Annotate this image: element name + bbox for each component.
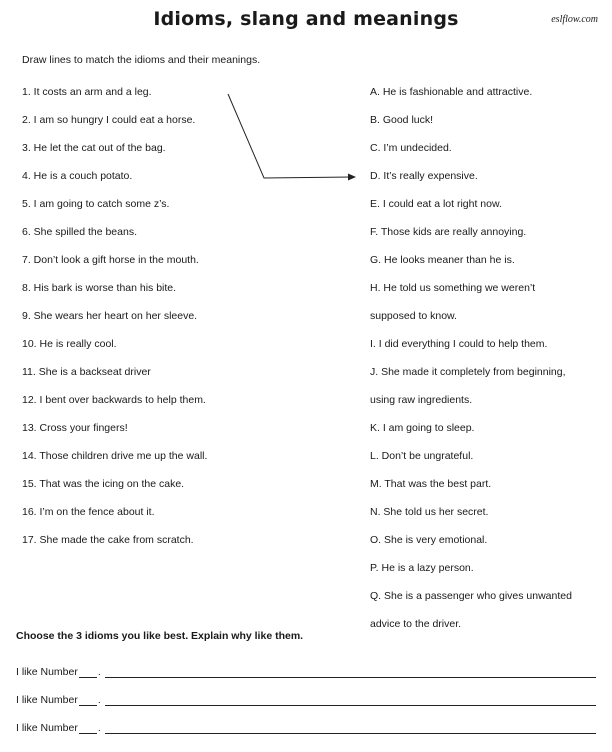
number-blank[interactable] <box>79 695 97 706</box>
like-label: I like Number <box>16 694 78 706</box>
idiom-item: 11. She is a backseat driver <box>22 366 151 378</box>
like-row <box>16 666 596 678</box>
instructions: Draw lines to match the idioms and their meanings. <box>22 54 261 66</box>
idiom-item: 17. She made the cake from scratch. <box>22 534 194 546</box>
meaning-item: N. She told us her secret. <box>370 506 489 518</box>
meaning-item: H. He told us something we weren’t <box>370 282 536 294</box>
idiom-item: 10. He is really cool. <box>22 338 117 350</box>
meaning-item: D. It’s really expensive. <box>370 170 478 182</box>
meaning-item: C. I’m undecided. <box>370 142 452 154</box>
meaning-item: O. She is very emotional. <box>370 534 488 546</box>
idiom-item: 3. He let the cat out of the bag. <box>22 142 166 154</box>
number-blank[interactable] <box>79 723 97 734</box>
like-dot: . <box>97 666 101 678</box>
like-label: I like Number <box>16 722 78 734</box>
like-row <box>16 694 596 706</box>
like-dot: . <box>97 722 101 734</box>
page-title: Idioms, slang and meanings <box>153 8 459 30</box>
meaning-item: E. I could eat a lot right now. <box>370 198 502 210</box>
meaning-item: B. Good luck! <box>370 114 434 126</box>
answer-line[interactable] <box>105 723 596 734</box>
meaning-item: F. Those kids are really annoying. <box>370 226 527 238</box>
meaning-item: A. He is fashionable and attractive. <box>370 86 533 98</box>
idiom-item: 5. I am going to catch some z’s. <box>22 198 170 210</box>
idiom-item: 14. Those children drive me up the wall. <box>22 450 208 462</box>
idiom-item: 4. He is a couch potato. <box>22 170 133 182</box>
meaning-item: K. I am going to sleep. <box>370 422 475 434</box>
like-row <box>16 722 596 734</box>
choose-prompt: Choose the 3 idioms you like best. Explain why like them. <box>16 630 304 642</box>
number-blank[interactable] <box>79 667 97 678</box>
idiom-item: 7. Don’t look a gift horse in the mouth. <box>22 254 199 266</box>
meaning-item: M. That was the best part. <box>370 478 492 490</box>
meaning-item: J. She made it completely from beginning, <box>370 366 566 378</box>
meaning-item: using raw ingredients. <box>370 394 473 406</box>
meaning-item: G. He looks meaner than he is. <box>370 254 515 266</box>
idiom-item: 12. I bent over backwards to help them. <box>22 394 206 406</box>
idiom-item: 8. His bark is worse than his bite. <box>22 282 177 294</box>
like-dot: . <box>97 694 101 706</box>
idiom-item: 6. She spilled the beans. <box>22 226 137 238</box>
idiom-item: 16. I’m on the fence about it. <box>22 506 155 518</box>
meaning-item: L. Don’t be ungrateful. <box>370 450 474 462</box>
idiom-list <box>22 85 272 561</box>
answer-line[interactable] <box>105 667 596 678</box>
meaning-item: supposed to know. <box>370 310 457 322</box>
idiom-item: 2. I am so hungry I could eat a horse. <box>22 114 196 126</box>
meaning-item: advice to the driver. <box>370 618 462 630</box>
like-label: I like Number <box>16 666 78 678</box>
idiom-item: 9. She wears her heart on her sleeve. <box>22 310 198 322</box>
meaning-item: P. He is a lazy person. <box>370 562 474 574</box>
meaning-list <box>370 85 610 645</box>
idiom-item: 13. Cross your fingers! <box>22 422 128 434</box>
meaning-item: I. I did everything I could to help them. <box>370 338 548 350</box>
idiom-item: 15. That was the icing on the cake. <box>22 478 185 490</box>
meaning-item: Q. She is a passenger who gives unwanted <box>370 590 572 602</box>
idiom-item: 1. It costs an arm and a leg. <box>22 86 152 98</box>
answer-line[interactable] <box>105 695 596 706</box>
arrowhead-icon <box>348 174 356 181</box>
site-credit: eslflow.com <box>551 14 598 25</box>
